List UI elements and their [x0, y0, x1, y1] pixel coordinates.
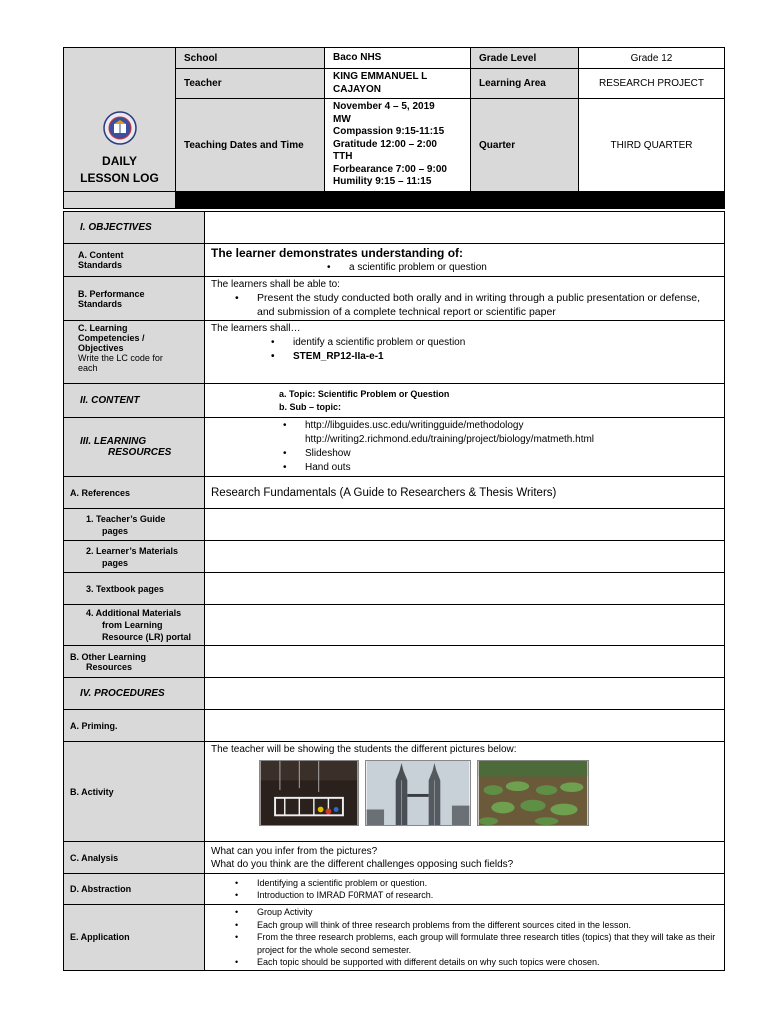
header-table [63, 47, 725, 209]
learners-materials-label [64, 541, 205, 573]
learning-resources-content [205, 418, 725, 477]
teaching-dates-value [325, 99, 471, 192]
dates-line: Forbearance 7:00 – 9:00 [333, 163, 447, 175]
dates-line: Compassion 9:15-11:15 [333, 126, 445, 138]
content-content [205, 384, 725, 418]
list-item: • From the three research problems, each group will formulate three research titles (topics) that they will take as their project for the whole second semester. [211, 931, 718, 956]
learning-resources-heading [64, 418, 205, 477]
application-label: E. Application [64, 905, 205, 971]
procedures-heading: IV. PROCEDURES [64, 678, 205, 710]
label-line: Write the LC code for [78, 353, 163, 363]
dll-title-line-1: DAILY [102, 154, 137, 168]
dll-title-line-2: LESSON LOG [80, 171, 159, 185]
activity-label: B. Activity [64, 742, 205, 842]
activity-pictures [211, 760, 718, 826]
grade-level-label: Grade Level [471, 48, 579, 69]
textbook-pages-content [205, 573, 725, 605]
activity-content [205, 742, 725, 842]
dll-title-cell [64, 48, 176, 192]
list-item: • Introduction to IMRAD F0RMAT of research. [211, 889, 718, 902]
heading-line: RESOURCES [108, 447, 172, 458]
school-value: Baco NHS [325, 48, 471, 69]
learners-materials-content [205, 541, 725, 573]
farm-field-image [477, 760, 589, 826]
content-standards-content [205, 244, 725, 277]
dates-line: November 4 – 5, 2019 [333, 101, 435, 113]
list-item: • Identifying a scientific problem or question. [211, 877, 718, 890]
priming-content [205, 710, 725, 742]
lesson-table [63, 211, 725, 971]
teachers-guide-label [64, 509, 205, 541]
performance-standards-label [64, 277, 205, 321]
petronas-towers-image [365, 760, 471, 826]
analysis-question: What do you think are the different challenges opposing such fields? [211, 858, 514, 870]
analysis-question: What can you infer from the pictures? [211, 845, 378, 857]
list-item: • Group Activity [211, 906, 718, 919]
dates-line: TTH [333, 151, 353, 163]
resource-link[interactable]: http://writing2.richmond.edu/training/project/biology/matmeth.html [305, 434, 595, 445]
teacher-label: Teacher [176, 69, 325, 99]
list-item [259, 419, 718, 447]
label-line: 1. Teacher’s Guide [86, 513, 166, 524]
resource-link[interactable]: • http://libguides.usc.edu/writingguide/methodology [305, 420, 524, 431]
other-resources-label [64, 646, 205, 678]
procedures-blank [205, 678, 725, 710]
label-line: 4. Additional Materials [86, 608, 182, 618]
label-line: B. Other Learning [70, 651, 147, 662]
dates-line: Gratitude 12:00 – 2:00 [333, 138, 437, 150]
objectives-blank [205, 212, 725, 244]
label-line: pages [102, 525, 129, 536]
subtopic-line: b. Sub – topic: [279, 401, 341, 412]
deped-seal-icon [103, 111, 137, 145]
learning-area-label: Learning Area [471, 69, 579, 99]
objectives-heading: I. OBJECTIVES [64, 212, 205, 244]
label-line: C. Learning [78, 323, 128, 333]
label-line: Objectives [78, 343, 124, 353]
list-item: • STEM_RP12-IIa-e-1 [247, 350, 718, 364]
list-item: • Each topic should be supported with different details on why such topics were chosen. [211, 956, 718, 969]
content-standards-text: The learner demonstrates understanding of: [211, 245, 464, 260]
dates-line: MW [333, 113, 351, 125]
textbook-pages-label [64, 573, 205, 605]
priming-label: A. Priming. [64, 710, 205, 742]
grade-level-value: Grade 12 [579, 48, 725, 69]
label-line: from Learning [102, 620, 163, 630]
label-line: Standards [78, 298, 123, 309]
label-line: A. Content [78, 250, 124, 260]
list-item: • a scientific problem or question [303, 261, 718, 275]
references-label: A. References [64, 477, 205, 509]
label-line: 3. Textbook pages [86, 583, 164, 594]
teacher-name-line-2: CAJAYON [333, 83, 381, 95]
activity-text: The teacher will be showing the students the different pictures below: [211, 744, 517, 755]
label-line: Standards [78, 260, 123, 270]
label-line: Competencies / [78, 333, 145, 343]
label-line: each [78, 363, 98, 373]
list-item: • Each group will think of three research problems from the different sources cited in the lesson. [211, 919, 718, 932]
list-item: • Hand outs [259, 461, 718, 475]
analysis-content [205, 842, 725, 874]
header-black-bar [176, 192, 725, 209]
label-line: Resource (LR) portal [102, 632, 192, 642]
label-line: 2. Learner’s Materials [86, 545, 179, 556]
teaching-dates-label: Teaching Dates and Time [176, 99, 325, 192]
learning-competencies-text: The learners shall… [211, 323, 301, 334]
teacher-name-line-1: KING EMMANUEL L [333, 71, 428, 82]
additional-materials-label [64, 605, 205, 646]
label-line: pages [102, 557, 129, 568]
dates-line: Humility 9:15 – 11:15 [333, 176, 432, 188]
content-heading: II. CONTENT [64, 384, 205, 418]
analysis-label: C. Analysis [64, 842, 205, 874]
school-label: School [176, 48, 325, 69]
heading-line: III. LEARNING [80, 436, 147, 447]
application-content [205, 905, 725, 971]
abstraction-content [205, 874, 725, 905]
references-content: Research Fundamentals (A Guide to Researchers & Thesis Writers) [205, 477, 725, 509]
quarter-label: Quarter [471, 99, 579, 192]
list-item: • identify a scientific problem or question [247, 336, 718, 350]
label-line: B. Performance [78, 288, 145, 299]
list-item: • Present the study conducted both orally and in writing through a public presentation or defense, and submission of a complete technical report or scientific paper [211, 291, 718, 319]
performance-standards-text: The learners shall be able to: [211, 279, 340, 290]
content-standards-label [64, 244, 205, 277]
learning-area-value: RESEARCH PROJECT [579, 69, 725, 99]
abstraction-label: D. Abstraction [64, 874, 205, 905]
other-resources-content [205, 646, 725, 678]
learning-competencies-label [64, 321, 205, 384]
learning-competencies-content [205, 321, 725, 384]
header-spacer [64, 192, 176, 209]
teacher-value [325, 69, 471, 99]
teachers-guide-content [205, 509, 725, 541]
performance-standards-content [205, 277, 725, 321]
lab-equipment-image [259, 760, 359, 826]
quarter-value: THIRD QUARTER [579, 99, 725, 192]
topic-line: a. Topic: Scientific Problem or Question [279, 389, 450, 399]
list-item: • Slideshow [259, 447, 718, 461]
label-line: Resources [86, 661, 133, 672]
additional-materials-content [205, 605, 725, 646]
